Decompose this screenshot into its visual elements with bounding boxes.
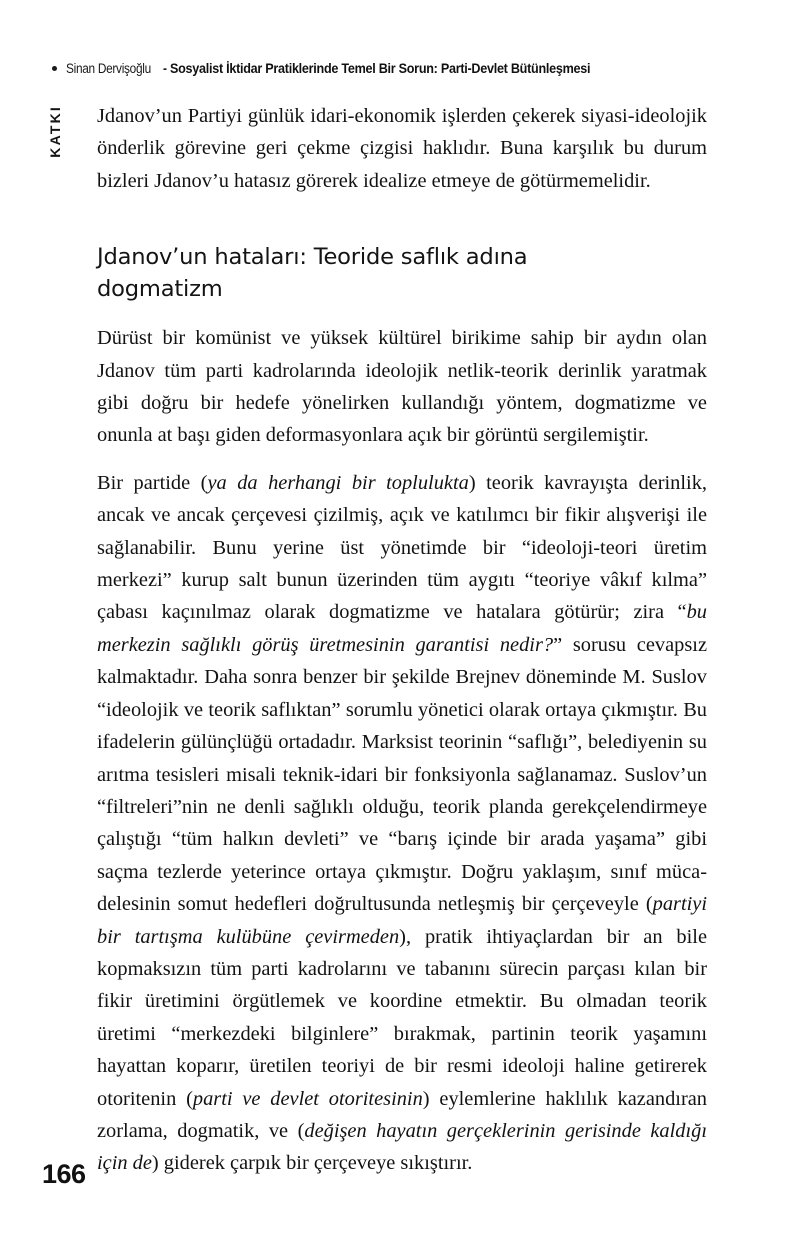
paragraph-intro: Jdanov’un Partiyi günlük idari-ekonomik işlerden çekerek siyasi-ideolojik önderlik görevine geri çekme çizgisi haklıdır. Buna karşılık bu durum bizleri Jdanov’u hatasız görerek idealize etmeye de götürmemelidir.: [97, 105, 707, 192]
emphasis-run: değişen hayatın gerçeklerinin gerisinde kaldığı için de: [97, 1119, 707, 1175]
bullet-dot-icon: [52, 66, 57, 71]
paragraph-second: Dürüst bir komünist ve yüksek kültürel birikime sahip bir aydın olan Jdanov tüm parti kadrolarında ideolojik netlik-teorik derinlik yaratmak gibi doğru bir hedefe yönelirken kullandığı yöntem, dogmatizme ve onunla at başı giden deformasyonlara açık bir görüntü sergilemiştir.: [97, 327, 707, 447]
running-header: [52, 60, 776, 76]
emphasis-run: parti ve devlet otoritesinin: [192, 1087, 423, 1110]
emphasis-run: bu merkezin sağlıklı görüş üretmesinin garantisi nedir?: [97, 601, 707, 656]
page-number: 166: [42, 1159, 86, 1189]
text-run: Bir partide (: [97, 471, 208, 494]
emphasis-run: partiyi bir tartışma kulübüne çevirmeden: [97, 893, 707, 948]
text-run: ) eylemlerine haklılık kazandıran zorlama, dogmatik, ve (: [97, 1087, 707, 1142]
header-separator: -: [163, 60, 168, 76]
section-side-label: KATKI: [47, 105, 63, 158]
text-run: ), pratik ihtiyaçlardan bir an bile kopmaksızın tüm parti kadrolarını ve tabanını sürecin parçası kılan bir fikir üretimini örgütlemek ve koordine etmektir. Bu olmadan teorik üretimi “merkezdeki bilginlere” bırakmak, partinin teorik yaşamını hayattan koparır, üretilen teoriyi de bir resmi ideoloji haline getirerek otoritenin (: [97, 925, 707, 1110]
text-run: ) giderek çarpık bir çerçeveye sıkıştırır.: [151, 1152, 473, 1175]
header-author: Sinan Dervişoğlu: [66, 60, 151, 76]
header-article-title: Sosyalist İktidar Pratiklerinde Temel Bir Sorun: Parti-Devlet Bütünleşmesi: [169, 60, 591, 76]
emphasis-run: ya da herhangi bir toplulukta: [207, 471, 469, 494]
paragraph-third: [97, 467, 707, 1180]
page-section-heading: Jdanov’un hataları: Teoride saflık adına dogmatizm: [97, 244, 528, 303]
text-run: ) teorik kavrayışta derinlik, ancak ve ancak çerçevesi çizilmiş, açık ve katılımcı bir fikir alışverişi ile sağlanabilir. Bunu yerine üst yönetimde bir “ideoloji-teori üretim merkezi” kurup salt bunun üzerinden tüm aygıtı “teoriye vâkıf kılma” çabası kaçınılmaz olarak dogmatizme ve hatalara götürür; zira “: [97, 471, 707, 624]
text-run: ” sorusu cevapsız kalmaktadır. Daha sonra benzer bir şekilde Brejnev döneminde M. Suslov “ideolojik ve teorik saflıktan” sorumlu yönetici olarak ortaya çıkmıştır. Bu ifadelerin gülünçlüğü ortadadır. Marksist teorinin “saflığı”, belediyenin su arıtma tesisleri misali teknik-idari bir fonksiyonla sağlanamaz. Suslov’un “filtreleri”nin ne denli sağlıklı olduğu, teorik planda gerekçelendirmeye çalıştığı “tüm halkın devleti” ve “barış içinde bir arada yaşama” gibi saçma tezlerde yeterince ortaya çıkmıştır. Doğru yaklaşım, sınıf mücadelesinin somut hedefleri doğrultusunda netleşmiş bir çerçeveyle (: [97, 633, 707, 916]
text-column: [97, 100, 707, 1180]
section-heading-block: [97, 241, 707, 305]
